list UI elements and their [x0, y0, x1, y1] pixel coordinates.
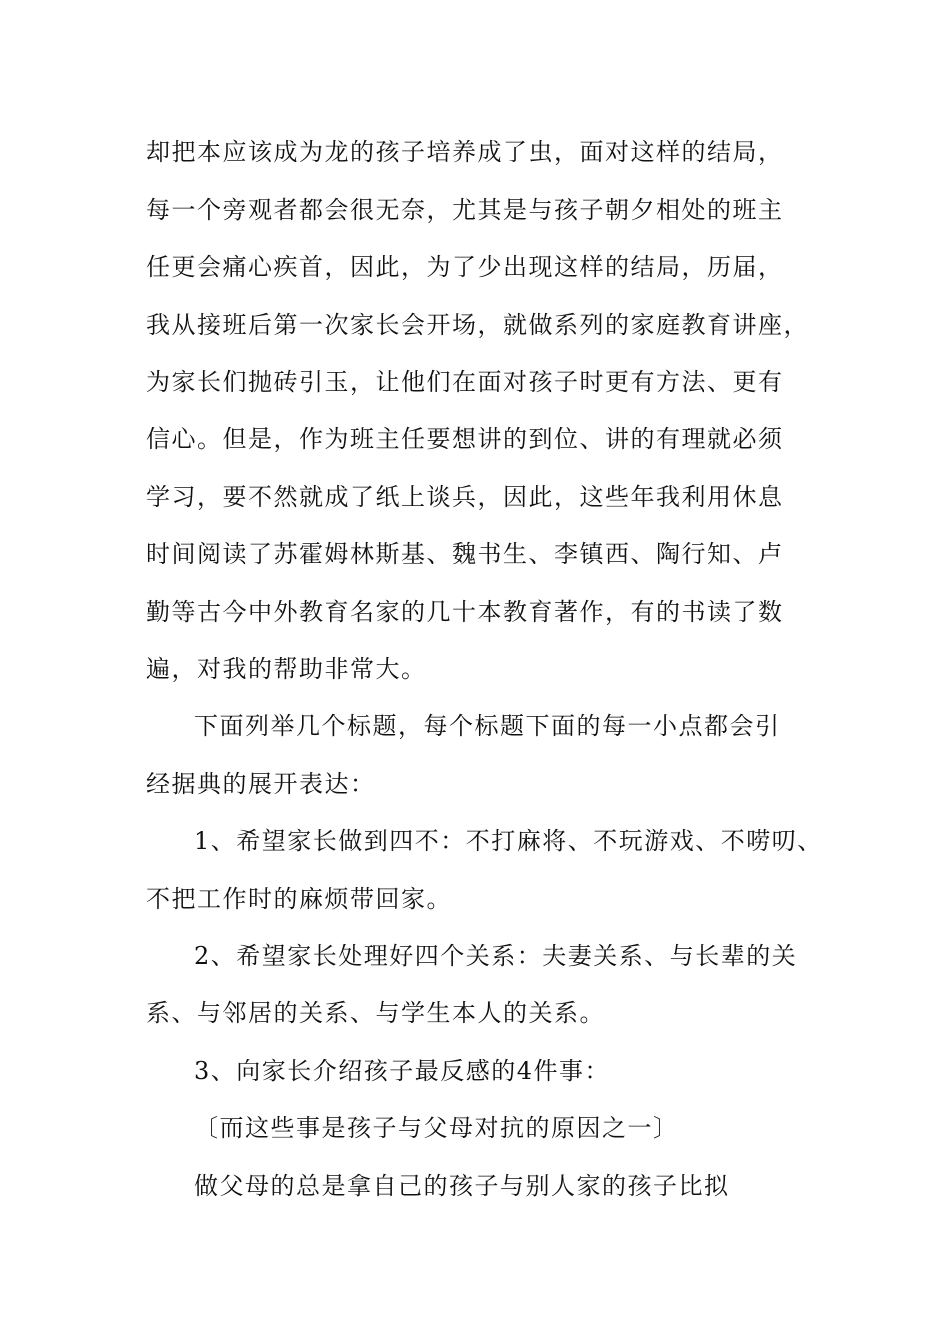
text-line: 学习，要不然就成了纸上谈兵，因此，这些年我利用休息 — [146, 483, 784, 511]
text-line: 信心。但是，作为班主任要想讲的到位、讲的有理就必须 — [146, 425, 784, 453]
text-line: 却把本应该成为龙的孩子培养成了虫，面对这样的结局， — [146, 138, 784, 166]
text-line: 时间阅读了苏霍姆林斯基、魏书生、李镇西、陶行知、卢 — [146, 540, 784, 568]
text-line: 我从接班后第一次家长会开场，就做系列的家庭教育讲座， — [146, 311, 809, 339]
text-line: 遍，对我的帮助非常大。 — [146, 655, 427, 683]
text-line: 任更会痛心疾首，因此，为了少出现这样的结局，历届， — [146, 253, 784, 281]
text-line: 做父母的总是拿自己的孩子与别人家的孩子比拟 — [194, 1172, 730, 1200]
text-line: 系、与邻居的关系、与学生本人的关系。 — [146, 999, 605, 1027]
text-line: 为家长们抛砖引玉，让他们在面对孩子时更有方法、更有 — [146, 368, 784, 396]
text-line: 勤等古今中外教育名家的几十本教育著作，有的书读了数 — [146, 598, 784, 626]
list-item: 2、希望家长处理好四个关系：夫妻关系、与长辈的关 — [194, 942, 798, 970]
list-item: 1、希望家长做到四不：不打麻将、不玩游戏、不唠叨、 — [194, 827, 823, 855]
list-item: 3、向家长介绍孩子最反感的4件事： — [194, 1057, 611, 1085]
text-line: 下面列举几个标题，每个标题下面的每一小点都会引 — [194, 712, 781, 740]
text-line: 不把工作时的麻烦带回家。 — [146, 885, 452, 913]
text-line: 〔而这些事是孩子与父母对抗的原因之一〕 — [194, 1114, 679, 1142]
text-line: 每一个旁观者都会很无奈，尤其是与孩子朝夕相处的班主 — [146, 196, 784, 224]
text-line: 经据典的展开表达： — [146, 770, 376, 798]
